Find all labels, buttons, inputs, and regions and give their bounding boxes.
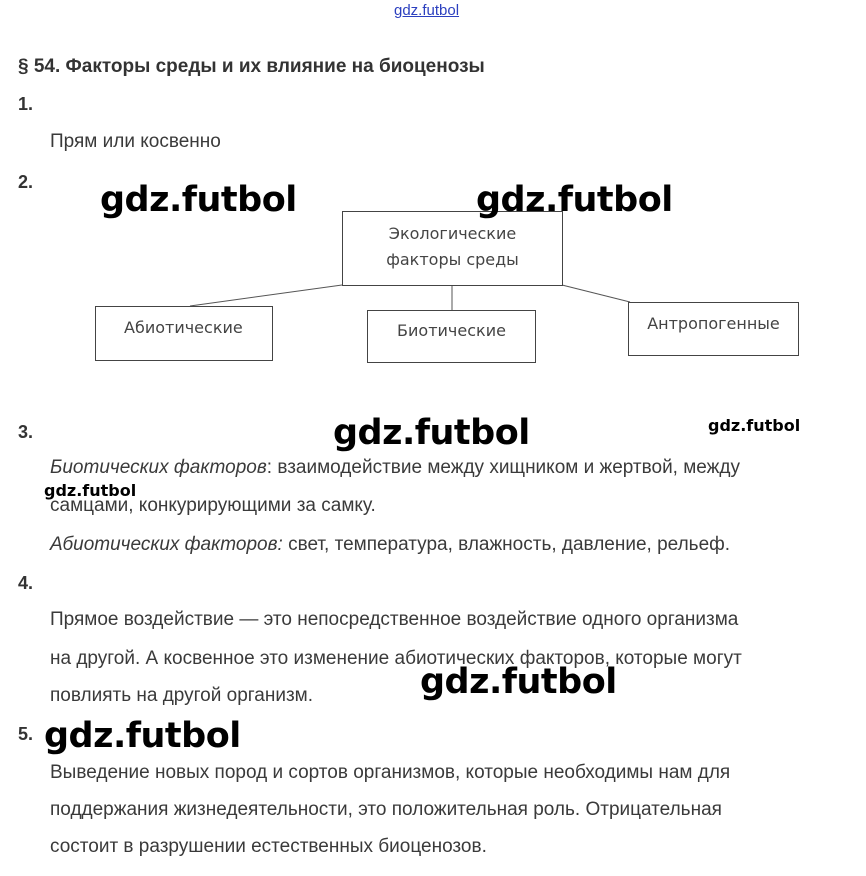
question-5-line2: поддержания жизнедеятельности, это положительная роль. Отрицательная bbox=[50, 799, 722, 820]
question-5-number: 5. bbox=[18, 724, 34, 744]
watermark: gdz.futbol bbox=[100, 180, 297, 220]
watermark: gdz.futbol bbox=[708, 416, 801, 435]
watermark: gdz.futbol bbox=[44, 481, 137, 500]
diagram-box-abiotic bbox=[95, 306, 273, 361]
question-4-line3: повлиять на другой организм. bbox=[50, 685, 314, 706]
site-link[interactable]: gdz.futbol bbox=[394, 2, 460, 19]
abiotic-term: Абиотических факторов: bbox=[50, 534, 283, 555]
question-3-abiotic-line bbox=[50, 534, 730, 556]
question-5-line1: Выведение новых пород и сортов организмов, которые необходимы нам для bbox=[50, 762, 731, 783]
diagram-box-biotic-label: Биотические bbox=[397, 321, 506, 340]
question-3-number: 3. bbox=[18, 422, 34, 442]
biotic-term: Биотических факторов bbox=[50, 457, 267, 478]
diagram-box-anthropogenic-label: Антропогенные bbox=[647, 314, 780, 333]
diagram-root-box bbox=[342, 211, 563, 286]
biotic-text: : взаимодействие между хищником и жертвой, между bbox=[266, 457, 740, 478]
watermark: gdz.futbol bbox=[420, 662, 617, 702]
watermark: gdz.futbol bbox=[476, 180, 673, 220]
diagram-box-abiotic-label: Абиотические bbox=[124, 318, 243, 337]
question-3-biotic-line2: самцами, конкурирующими за самку. bbox=[50, 495, 376, 516]
question-4-line1: Прямое воздействие — это непосредственное воздействие одного организма bbox=[50, 609, 739, 630]
question-1-answer: Прям или косвенно bbox=[50, 131, 221, 152]
diagram-root-line2: факторы среды bbox=[386, 250, 519, 269]
question-1-number: 1. bbox=[18, 94, 34, 114]
question-5-line3: состоит в разрушении естественных биоценозов. bbox=[50, 836, 487, 857]
diagram-root-line1: Экологические bbox=[388, 224, 517, 243]
page-title: § 54. Факторы среды и их влияние на биоценозы bbox=[18, 56, 485, 77]
diagram-box-anthropogenic bbox=[628, 302, 799, 356]
watermark: gdz.futbol bbox=[44, 716, 241, 756]
diagram-box-biotic bbox=[367, 310, 536, 363]
question-3-biotic-line1 bbox=[50, 457, 740, 479]
watermark: gdz.futbol bbox=[333, 413, 530, 453]
question-4-line2: на другой. А косвенное это изменение абиотических факторов, которые могут bbox=[50, 648, 742, 669]
question-2-number: 2. bbox=[18, 172, 34, 192]
question-4-number: 4. bbox=[18, 573, 34, 593]
abiotic-text: свет, температура, влажность, давление, рельеф. bbox=[282, 534, 731, 555]
